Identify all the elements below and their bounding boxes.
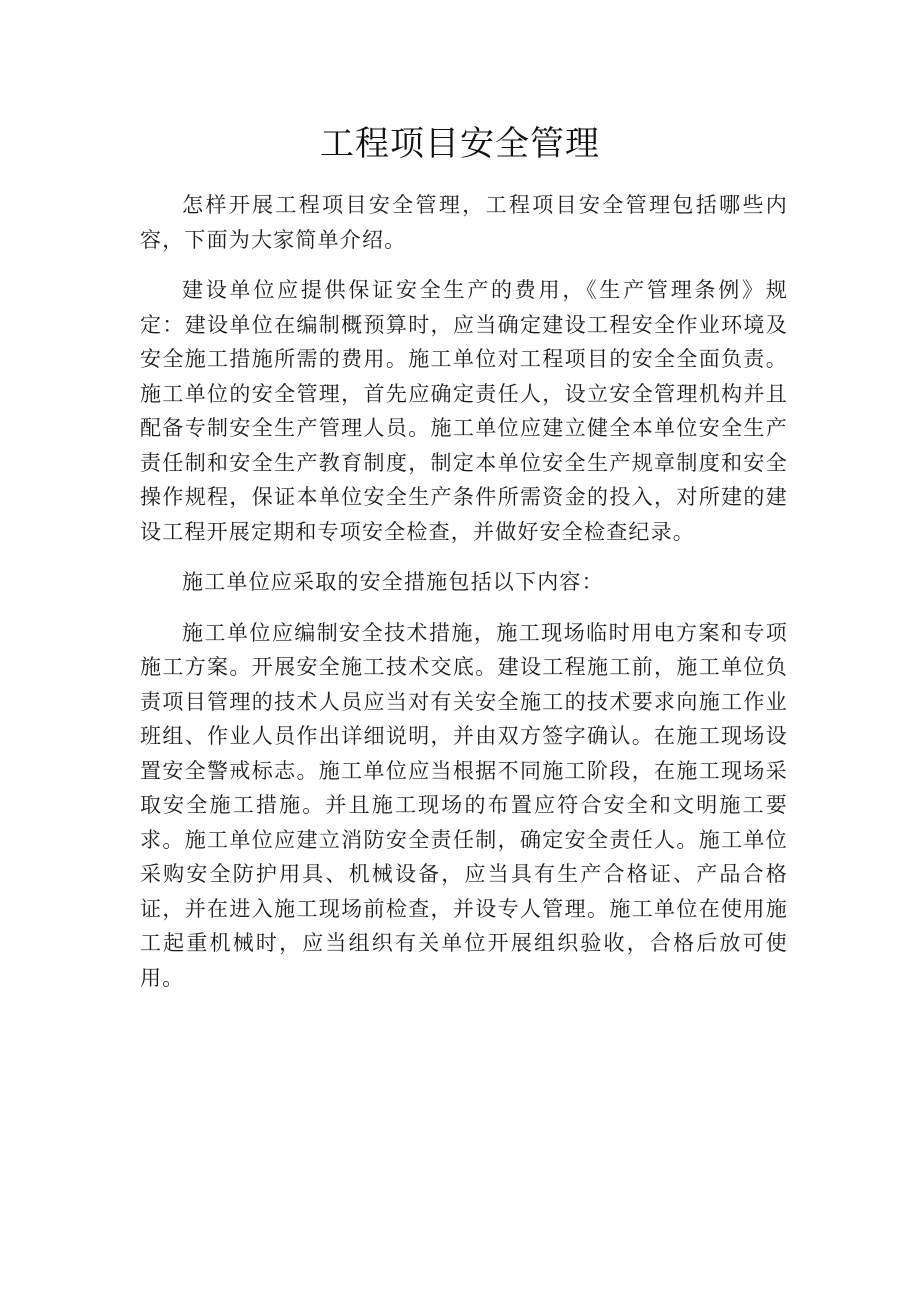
document-body (140, 188, 788, 1011)
document-title: 工程项目安全管理 (320, 124, 600, 164)
paragraph-owner-responsibility: 建设单位应提供保证安全生产的费用，《生产管理条例》规定：建设单位在编制概预算时，应当确定建设工程安全作业环境及安全施工措施所需的费用。施工单位对工程项目的安全全面负责。施工单位的安全管理，首先应确定责任人，设立安全管理机构并且配备专制安全生产管理人员。施工单位应建立健全本单位安全生产责任制和安全生产教育制度，制定本单位安全生产规章制度和安全操作规程，保证本单位安全生产条件所需资金的投入，对所建的建设工程开展定期和专项安全检查，并做好安全检查纪录。 (140, 278, 788, 544)
paragraph-measures-heading: 施工单位应采取的安全措施包括以下内容： (182, 570, 604, 594)
paragraph-intro: 怎样开展工程项目安全管理，工程项目安全管理包括哪些内容，下面为大家简单介绍。 (140, 193, 788, 252)
paragraph-safety-measures: 施工单位应编制安全技术措施，施工现场临时用电方案和专项施工方案。开展安全施工技术交底。建设工程施工前，施工单位负责项目管理的技术人员应当对有关安全施工的技术要求向施工作业班组、作业人员作出详细说明，并由双方签字确认。在施工现场设置安全警戒标志。施工单位应当根据不同施工阶段，在施工现场采取安全施工措施。并且施工现场的布置应符合安全和文明施工要求。施工单位应建立消防安全责任制，确定安全责任人。施工单位采购安全防护用具、机械设备，应当具有生产合格证、产品合格证，并在进入施工现场前检查，并设专人管理。施工单位在使用施工起重机械时，应当组织有关单位开展组织验收，合格后放可使用。 (140, 620, 788, 990)
